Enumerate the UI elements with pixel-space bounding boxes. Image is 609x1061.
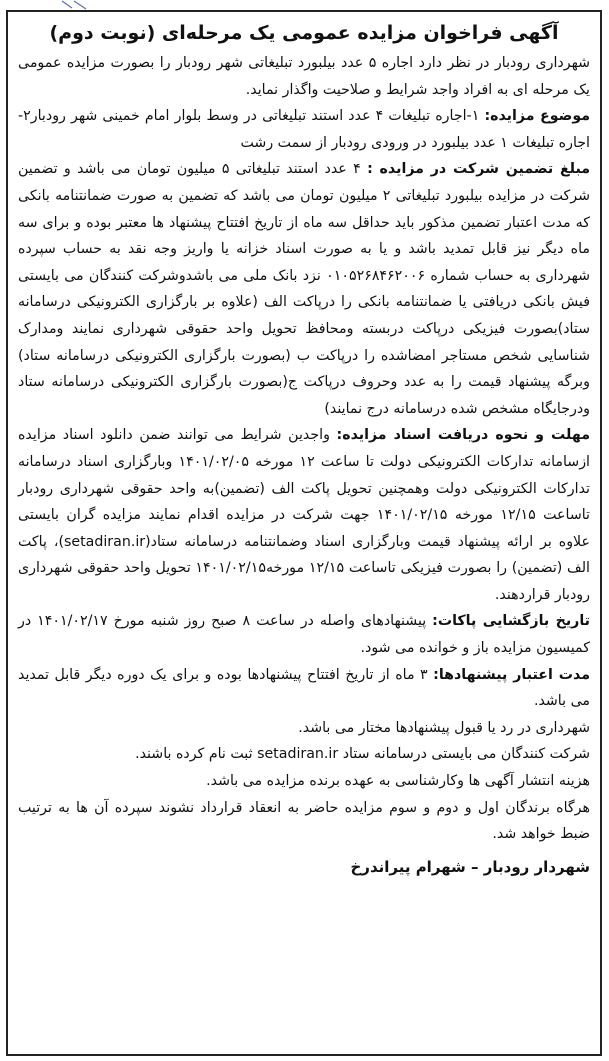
opening-text: پیشنهادهای واصله در ساعت ۸ صبح روز شنبه مورخ ۱۴۰۱/۰۲/۱۷ در کمیسیون مزایده باز و خوانده می شود. — [18, 613, 590, 657]
opening-label: تاریخ بازگشایی پاکات: — [432, 613, 590, 630]
note-item: شهرداری در رد یا قبول پیشنهادها مختار می باشد. — [298, 719, 590, 736]
subject-label: موضوع مزایده: — [484, 108, 590, 125]
opening-paragraph — [18, 608, 590, 661]
validity-label: مدت اعتبار پیشنهادها: — [433, 666, 590, 683]
guarantee-label: مبلغ تضمین شرکت در مزایده : — [367, 161, 591, 178]
note-item: شرکت کنندگان می بایستی درسامانه ستاد setadiran.ir ثبت نام کرده باشند. — [135, 746, 590, 763]
validity-text: ۳ ماه از تاریخ افتتاح پیشنهادها بوده و برای یک دوره دیگر قابل تمدید می باشد. — [18, 666, 590, 710]
intro-paragraph: شهرداری رودبار در نظر دارد اجاره ۵ عدد بیلبورد تبلیغاتی شهر رودبار را بصورت مزایده عمومی یک مرحله ای به افراد واجد شرایط و صلاحیت واگذار نماید. — [18, 55, 590, 98]
subject-text: ۱-اجاره تبلیغات ۴ عدد استند تبلیغاتی در وسط بلوار امام خمینی شهر رودبار۲-اجاره تبلیغات ۱ عدد بیلبورد در ورودی رودبار از سمت رشت — [18, 108, 590, 151]
auction-notice — [6, 10, 602, 1056]
deadline-label: مهلت و نحوه دریافت اسناد مزایده: — [336, 427, 590, 444]
note-item: هرگاه برندگان اول و دوم و سوم مزایده حاضر به انعقاد قرارداد نشوند سپرده آن ها به ترتیب ضبط خواهد شد. — [18, 799, 590, 843]
note-item: هزینه انتشار آگهی ها وکارشناسی به عهده برنده مزایده می باشد. — [206, 773, 590, 790]
guarantee-text: ۴ عدد استند تبلیغاتی ۵ میلیون تومان می باشد و تضمین شرکت در مزایده بیلبورد تبلیغاتی ۲ میلیون تومان می باشد که تضمین به صورت ضمانتنامه بانکی که مدت اعتبار تضمین مذکور باید حداقل سه ماه از تاریخ افتتاح پیشنهاد ها معتبر بوده و برای سه ماه دیگر نیز قابل تمدید باشد و یا به صورت اسناد خزانه یا واریز وجه نقد به حساب سپرده شهرداری به حساب شماره ۰۱۰۵۲۶۸۴۶۲۰۰۶ نزد بانک ملی می باشدوشرکت کنندگان می بایستی فیش بانکی دریافتی یا ضمانتنامه بانکی را درپاکت الف (علاوه بر بارگزاری الکترونیکی درسامانه ستاد)بصورت فیزیکی درپاکت دربسته ومحافظ تحویل واحد حقوقی شهرداری نمایند ومدارک شناسایی شخص مستاجر امضاشده را درپاکت ب (بصورت بارگزاری الکترونیکی درسامانه ستاد) وبرگه پیشنهاد قیمت را به عدد وحروف درپاکت ج(بصورت بارگزاری الکترونیکی درسامانه ستاد ودرجایگاه مشخص شده درسامانه درج نمایند) — [18, 161, 590, 417]
signature-line: شهردار رودبار – شهرام پیراندرخ — [350, 857, 590, 876]
validity-paragraph — [18, 662, 590, 715]
deadline-text: واجدین شرایط می توانند ضمن دانلود اسناد مزایده ازسامانه تدارکات الکترونیکی دولت تا ساعت ۱۲ مورخه ۱۴۰۱/۰۲/۰۵ وبارگزاری اسناد درسامانه تدارکات الکترونیکی دولت وهمچنین تحویل پاکت الف (تضمین)به واحد حقوقی شهرداری رودبار تاساعت ۱۲/۱۵ مورخه ۱۴۰۱/۰۲/۱۵ جهت شرکت در مزایده اقدام نمایند مزایده گران بایستی علاوه بر ارائه پیشنهاد قیمت وبارگزاری اسناد وضمانتنامه درسامانه ستاد(setadiran.ir)، پاکت الف (تضمین) را بصورت فیزیکی تاساعت ۱۲/۱۵ مورخه۱۴۰۱/۰۲/۱۵ تحویل واحد حقوقی شهرداری رودبار قراردهند. — [18, 427, 590, 603]
subject-paragraph — [18, 103, 590, 156]
deadline-paragraph — [18, 422, 590, 608]
guarantee-paragraph — [18, 156, 590, 422]
notice-title: آگهی فراخوان مزایده عمومی یک مرحله‌ای (نوبت دوم) — [49, 22, 559, 44]
